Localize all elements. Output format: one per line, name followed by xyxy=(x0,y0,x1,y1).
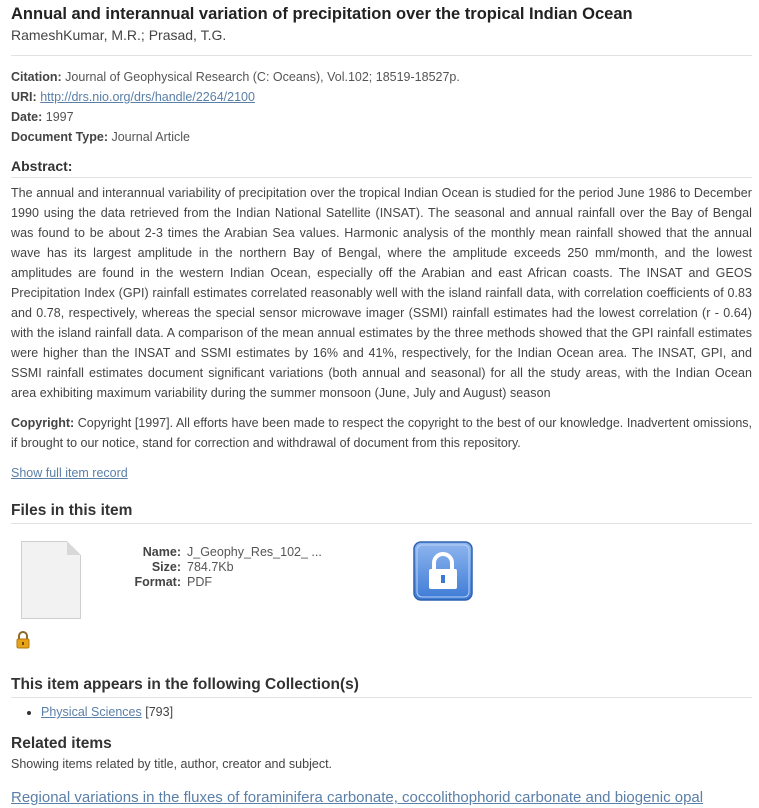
collections-heading: This item appears in the following Collection(s) xyxy=(11,676,359,693)
copyright-block xyxy=(11,413,752,453)
divider xyxy=(11,55,752,56)
divider xyxy=(11,697,752,698)
divider xyxy=(11,177,752,178)
date-row xyxy=(11,107,752,127)
related-item-link[interactable]: Regional variations in the fluxes of foraminifera carbonate, coccolithophorid carbonate and biogenic opal xyxy=(11,789,704,806)
file-size-value: 784.7Kb xyxy=(187,560,234,574)
file-format-label: Format: xyxy=(134,575,181,589)
related-subtitle: Showing items related by title, author, creator and subject. xyxy=(11,757,333,771)
doctype-value: Journal Article xyxy=(111,130,190,144)
divider xyxy=(11,523,752,524)
collection-link[interactable]: Physical Sciences xyxy=(41,705,142,719)
show-full-record-link[interactable]: Show full item record xyxy=(11,466,128,480)
citation-value: Journal of Geophysical Research (C: Oceans), Vol.102; 18519-18527p. xyxy=(65,70,460,84)
item-authors: RameshKumar, M.R.; Prasad, T.G. xyxy=(11,27,227,43)
copyright-label: Copyright: xyxy=(11,416,75,430)
related-heading: Related items xyxy=(11,735,112,752)
file-metadata xyxy=(111,545,322,590)
file-name-value: J_Geophy_Res_102_ ... xyxy=(187,545,322,559)
metadata-block xyxy=(11,67,752,147)
citation-row xyxy=(11,67,752,87)
abstract-heading: Abstract: xyxy=(11,158,73,174)
uri-label: URI: xyxy=(11,90,37,104)
citation-label: Citation: xyxy=(11,70,62,84)
related-item xyxy=(11,788,752,808)
collection-count: [793] xyxy=(145,705,174,719)
files-heading: Files in this item xyxy=(11,502,133,519)
list-item xyxy=(41,704,752,720)
lock-icon xyxy=(15,631,31,649)
collections-list xyxy=(11,704,752,720)
item-page xyxy=(11,0,752,808)
document-icon[interactable] xyxy=(21,541,81,619)
doctype-row xyxy=(11,127,752,147)
date-label: Date: xyxy=(11,110,43,124)
file-name-label: Name: xyxy=(142,545,181,559)
doctype-label: Document Type: xyxy=(11,130,108,144)
abstract-text: The annual and interannual variability of precipitation over the tropical Indian Ocean is studied for the period June 1986 to December 1990 using the data retrieved from the Indian National Satellite (INSAT). The seasonal and annual rainfall over the Bay of Bengal was found to be about 2-3 times the Arabian Sea values. Harmonic analysis of the monthly mean rainfall showed that the annual wave has its largest amplitude in the northern Bay of Bengal, where the amplitude exceeds 250 mm/month, and the lowest amplitudes are found in the western Indian Ocean, especially off the Arabian and east African coasts. The INSAT and GEOS Precipitation Index (GPI) rainfall estimates correlated reasonably well with the island rainfall data, with correlation coefficients of 0.83 and 0.78, respectively, whereas the special sensor microwave imager (SSMI) rainfall estimates had the lowest correlation (r - 0.64) with the island rainfall data. A comparison of the mean annual estimates by the three methods showed that the GPI rainfall estimates were higher than the INSAT and SSMI estimates by 16% and 41%, respectively, for the Indian Ocean area. The INSAT, GPI, and SSMI rainfall estimates document significant variations (both annual and seasonal) for all the study areas, with the Indian Ocean area exhibiting maximum variability during the summer monsoon (June, July and August) season xyxy=(11,186,752,400)
uri-link[interactable]: http://drs.nio.org/drs/handle/2264/2100 xyxy=(40,90,255,104)
lock-icon[interactable] xyxy=(413,541,473,601)
copyright-text: Copyright [1997]. All efforts have been made to respect the copyright to the best of our knowledge. Inadvertent omissions, if brought to our notice, stand for correction and withdrawal of document from this repository. xyxy=(11,416,752,450)
file-size-label: Size: xyxy=(151,560,181,574)
date-value: 1997 xyxy=(45,110,74,124)
file-entry xyxy=(11,531,752,671)
uri-row xyxy=(11,87,752,107)
file-format-value: PDF xyxy=(187,575,212,589)
item-title: Annual and interannual variation of precipitation over the tropical Indian Ocean xyxy=(11,5,633,23)
